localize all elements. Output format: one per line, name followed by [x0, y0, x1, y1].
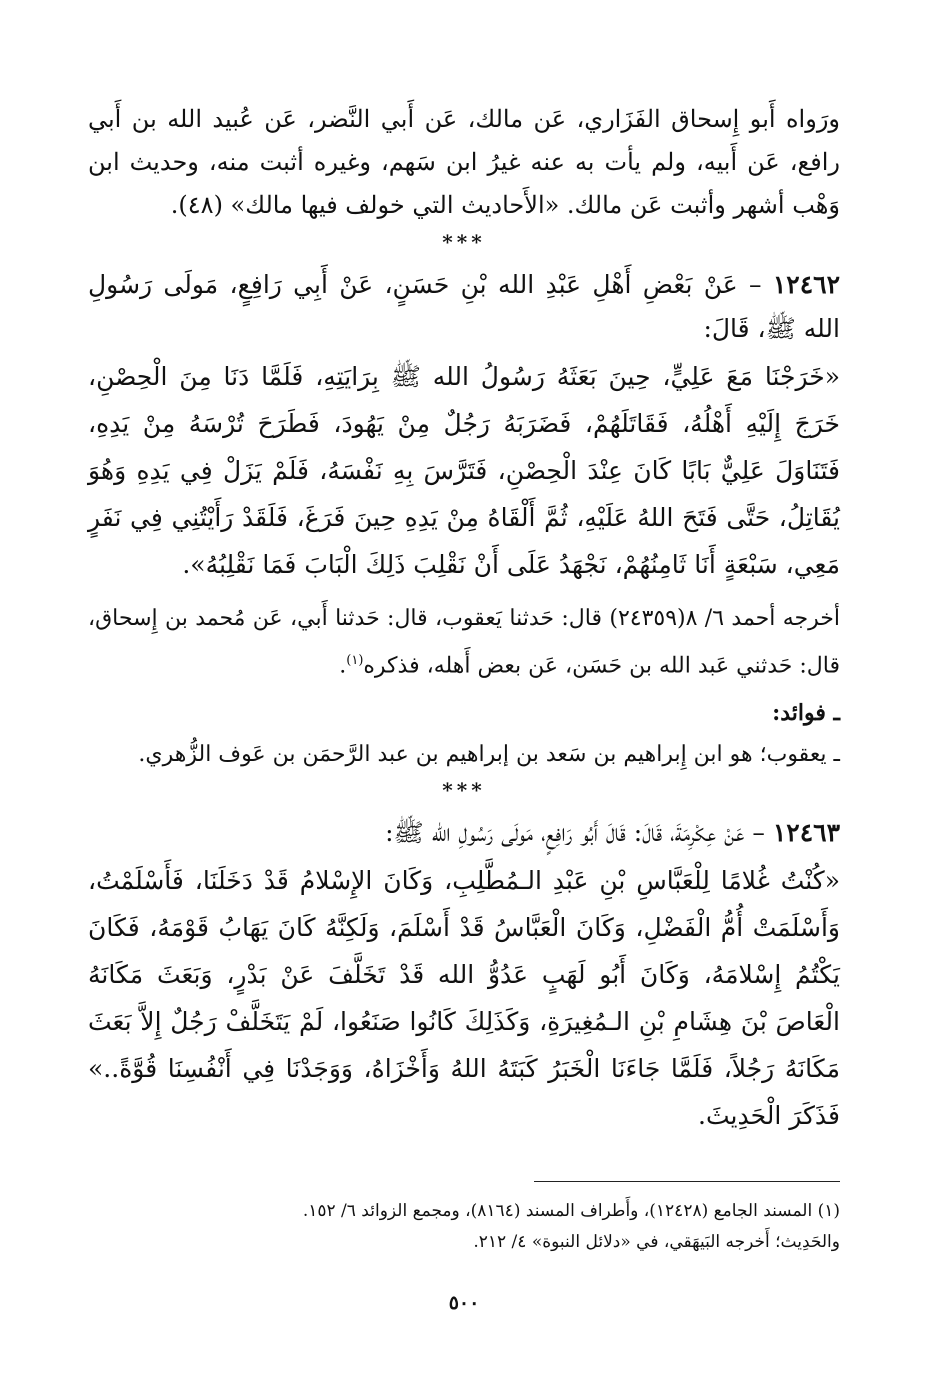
hadith-12463-dash: – — [752, 818, 765, 848]
footnotes — [88, 1196, 840, 1258]
document-page — [88, 98, 840, 1348]
footnote-2: والحَدِيث؛ أَخرجه البَيهَقي، في «دلائل النبوة» ٤/ ٢١٢. — [473, 1232, 840, 1252]
hadith-12462-dash: – — [749, 270, 762, 299]
page-number: ٥٠٠ — [448, 1292, 480, 1314]
hadith-12463-number: ١٢٤٦٣ — [772, 818, 840, 848]
hadith-12462-number: ١٢٤٦٢ — [772, 270, 841, 299]
fawaid-title: ـ فوائد: — [772, 700, 840, 727]
hadith-12462-takhrij: أخرجه أحمد ٦/ ٨(٢٤٣٥٩) قال: حَدثنا يَعقوب، قال: حَدثنا أَبي، عَن مُحمد بن إِسحاق، قال: حَدثني عَبد الله بن حَسَن، عَن بعض أَهله، فذكره$^{(١)}$. — [88, 606, 840, 679]
hadith-12462-takhrij-text: أخرجه أحمد ٦/ ٨(٢٤٣٥٩) قال: حَدثنا يَعقوب، قال: حَدثنا أَبي، عَن مُحمد بن إِسحاق، قال: حَدثني عَبد الله بن حَسَن، عَن بعض أَهله، فذكره — [88, 606, 840, 679]
hadith-12463-heading — [88, 811, 840, 855]
hadith-12463-matn: «كُنْتُ غُلامًا لِلْعَبَّاسِ بْنِ عَبْدِ الـمُطَّلِبِ، وَكَانَ الإِسْلامُ قَدْ دَخَلَنَا، فَأَسْلَمْتُ، وَأَسْلَمَتْ أُمُّ الْفَضْلِ، وَكَانَ الْعَبَّاسُ قَدْ أَسْلَمَ، وَلَكِنَّهُ كَانَ يَهَابُ قَوْمَهُ، فَكَانَ يَكْتُمُ إِسْلامَهُ، وَكَانَ أَبُو لَهَبٍ عَدُوُّ الله قَدْ تَخَلَّفَ عَنْ بَدْرٍ، وَبَعَثَ مَكَانَهُ الْعَاصَ بْنَ هِشَامِ بْنِ الـمُغِيرَةِ، وَكَذَلِكَ كَانُوا صَنَعُوا، لَمْ يَتَخَلَّفْ رَجُلٌ إِلاَّ بَعَثَ مَكَانَهُ رَجُلاً، فَلَمَّا جَاءَنَا الْخَبَرُ كَبَتَهُ اللهُ وَأَخْزَاهُ، وَوَجَدْنَا فِي أَنْفُسِنَا قُوَّةً..» فَذَكَرَ الْحَدِيثَ. — [88, 866, 840, 1131]
separator-stars-1: *** — [442, 230, 486, 254]
footnote-divider — [534, 1181, 840, 1182]
hadith-12462-heading — [88, 263, 840, 351]
fawaid-item: ـ يعقوب؛ هو ابن إِبراهيم بن سَعد بن إبراهيم بن عبد الرَّحمَن بن عَوف الزُّهري. — [138, 742, 840, 768]
hadith-12463-isnad: عَنْ عِكْرِمَةَ، قَالَ: قَالَ أَبُو رَافِعٍ، مَولَى رَسُولِ الله ﷺ: — [385, 818, 745, 848]
hadith-12462-matn: «خَرَجْنَا مَعَ عَلِيٍّ، حِينَ بَعَثَهُ رَسُولُ الله ﷺ بِرَايَتِهِ، فَلَمَّا دَنَا مِنَ الْحِصْنِ، خَرَجَ إِلَيْهِ أَهْلُهُ، فَقَاتَلَهُمْ، فَضَرَبَهُ رَجُلٌ مِنْ يَهُودَ، فَطَرَحَ تُرْسَهُ مِنْ يَدِهِ، فَتَنَاوَلَ عَلِيٌّ بَابًا كَانَ عِنْدَ الْحِصْنِ، فَتَرَّسَ بِهِ نَفْسَهُ، فَلَمْ يَزَلْ فِي يَدِهِ وَهُوَ يُقَاتِلُ، حَتَّى فَتَحَ اللهُ عَلَيْهِ، ثُمَّ أَلْقَاهُ مِنْ يَدِهِ حِينَ فَرَغَ، فَلَقَدْ رَأَيْتُنِي فِي نَفَرٍ مَعِي، سَبْعَةٍ أَنَا ثَامِنُهُمْ، نَجْهَدُ عَلَى أَنْ نَقْلِبَ ذَلِكَ الْبَابَ فَمَا نَقْلِبُهُ». — [88, 362, 840, 579]
footnote-1: (١) المسند الجامع (١٢٤٢٨)، وأَطراف المسند (٨١٦٤)، ومجمع الزوائد ٦/ ١٥٢. — [302, 1201, 840, 1221]
hadith-12462-isnad: عَنْ بَعْضِ أَهْلِ عَبْدِ الله بْنِ حَسَنٍ، عَنْ أَبِي رَافِعٍ، مَولَى رَسُولِ الله ﷺ، قَالَ: — [88, 270, 840, 343]
separator-stars-2: *** — [442, 778, 486, 803]
intro-paragraph: ورَواه أَبو إِسحاق الفَزَاري، عَن مالك، عَن أَبي النَّضر، عَن عُبيد الله بن أَبي رافع، عَن أَبيه، ولم يأت به عنه غيرُ ابن سَهم، وغيره أثبت منه، وحديث ابن وَهْب أشهر وأثبت عَن مالك. «الأَحاديث التي خولف فيها مالك» (٤٨). — [88, 105, 840, 219]
footnote-ref-1[interactable]: (١) — [346, 653, 364, 668]
